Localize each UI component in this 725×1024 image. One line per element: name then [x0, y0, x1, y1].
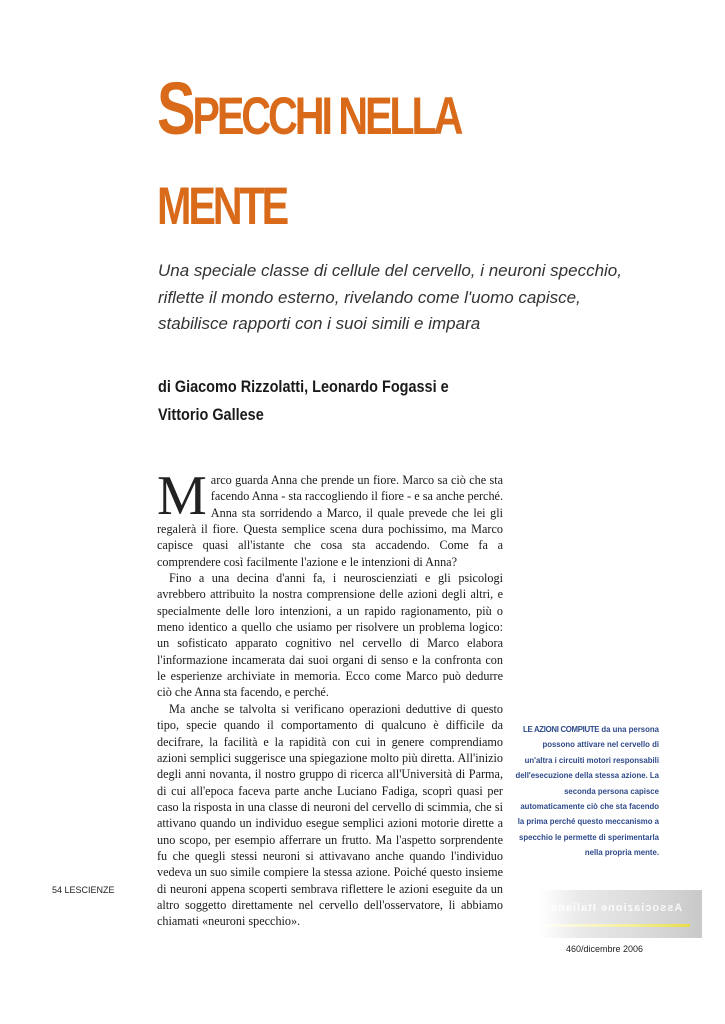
- caption-lead: LE AZIONI COMPIUTE: [523, 725, 600, 734]
- figure-caption: [514, 722, 659, 861]
- drop-cap: M: [157, 465, 207, 527]
- title-line1-rest: PECCHI NELLA: [192, 87, 461, 146]
- body-paragraph-3: Ma anche se talvolta si verificano operazioni deduttive di questo tipo, specie quando il comportamento di qualcuno è difficile da decifrare, la facilità e la rapidità con cui in genere comprendiamo azioni semplici suggerisce una spiegazione molto più diretta. All'inizio degli anni novanta, il nostro gruppo di ricerca all'Università di Parma, di cui all'epoca faceva parte anche Luciano Fadiga, scoprì quasi per caso la risposta in una classe di neuroni del cervello di scimmia, che si attivano quando un individuo esegue semplici azioni motorie dirette a uno scopo, per esempio afferrare un frutto. Ma l'aspetto sorprendente fu che quegli stessi neuroni si attivavano anche quando l'individuo vedeva un suo simile compiere la stessa azione. Poiché questo insieme di neuroni appena scoperti sembrava riflettere le azioni eseguite da un altro soggetto direttamente nel cervello dell'osservatore, li abbiamo chiamati «neuroni specchio».: [157, 701, 503, 929]
- article-title-line2: MENTE: [157, 177, 287, 236]
- stamp-stripe: [540, 924, 690, 927]
- authors-line-2: Vittorio Gallese: [158, 405, 264, 424]
- issue-number: 460/dicembre 2006: [566, 944, 644, 954]
- body-paragraph-1: [157, 465, 503, 570]
- article-title-line1: [157, 67, 461, 150]
- stamp-text: Associazione Italiana: [550, 902, 683, 914]
- article-authors: [158, 373, 634, 429]
- authors-line-1: di Giacomo Rizzolatti, Leonardo Fogassi e: [158, 377, 449, 396]
- library-stamp: [540, 890, 702, 938]
- paragraph-1-text: arco guarda Anna che prende un fiore. Marco sa ciò che sta facendo Anna - sta raccogliendo il fiore - e sa anche perché. Anna sta sorridendo a Marco, il quale prevede che lei gli regalerà il fiore. Questa semplice scena dura pochissimo, ma Marco capisce quasi all'istante che cosa sta accadendo. Come fa a comprendere così facilmente l'azione e le intenzioni di Anna?: [157, 473, 503, 569]
- page-folio: 54 LESCIENZE: [52, 885, 115, 895]
- caption-text: da una persona possono attivare nel cervello di un'altra i circuiti motori responsabili dell'esecuzione della stessa azione. La seconda persona capisce automaticamente ciò che sta facendo la prima perché questo meccanismo a specchio le permette di sperimentarla nella propria mente.: [515, 725, 659, 858]
- article-subtitle: Una speciale classe di cellule del cervello, i neuroni specchio, riflette il mondo esterno, rivelando come l'uomo capisce, stabilisce rapporti con i suoi simili e impara: [158, 261, 622, 333]
- article-body: [157, 465, 503, 930]
- body-paragraph-2: Fino a una decina d'anni fa, i neuroscienziati e gli psicologi avrebbero attribuito la nostra comprensione delle azioni degli altri, e specialmente delle loro intenzioni, a un rapido ragionamento, più o meno identico a quello che usiamo per risolvere un problema logico: un sofisticato apparato cognitivo nel cervello di Marco elabora l'informazione incamerata dai suoi organi di senso e la confronta con le esperienze archiviate in memoria. Ecco come Marco può dedurre ciò che Anna sta facendo, e perché.: [157, 571, 503, 700]
- title-initial-cap: S: [157, 67, 193, 150]
